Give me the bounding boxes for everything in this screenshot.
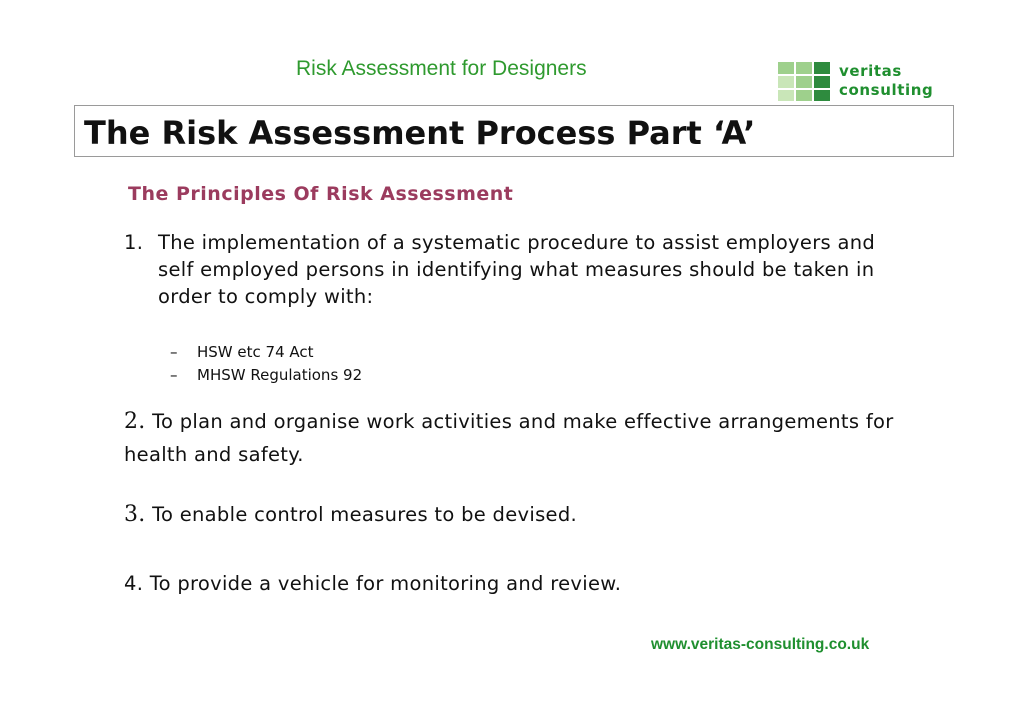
bullet-dash: – [170, 366, 178, 384]
legislation-list [170, 341, 362, 387]
item-2-number: 2. [124, 409, 146, 434]
item-1-number: 1. [124, 231, 144, 254]
slide-subtitle: The Principles Of Risk Assessment [128, 183, 514, 205]
logo-text [839, 62, 933, 100]
list-item [170, 364, 362, 387]
item-3-text: To enable control measures to be devised. [145, 503, 578, 526]
header-title: Risk Assessment for Designers [296, 57, 587, 80]
list-item [170, 341, 362, 364]
logo-squares-icon [777, 60, 833, 102]
principle-item-4: 4. To provide a vehicle for monitoring and review. [124, 572, 622, 595]
logo-line-1: veritas [839, 62, 902, 80]
principle-item-1 [124, 229, 884, 310]
item-3-number: 3. [124, 502, 146, 527]
principle-item-3 [124, 498, 904, 531]
item-1-text: The implementation of a systematic procedure to assist employers and self employed persons in identifying what measures should be taken in order to comply with: [158, 231, 876, 308]
list-item-text: HSW etc 74 Act [197, 343, 314, 361]
principle-item-2 [124, 405, 904, 471]
item-2-text: To plan and organise work activities and make effective arrangements for health and safety. [124, 410, 894, 466]
logo-line-2: consulting [839, 81, 934, 99]
bullet-dash: – [170, 343, 178, 361]
footer-url-link[interactable]: www.veritas-consulting.co.uk [651, 636, 870, 653]
list-item-text: MHSW Regulations 92 [197, 366, 363, 384]
slide-title: The Risk Assessment Process Part ‘A’ [84, 114, 756, 152]
veritas-logo [777, 60, 939, 102]
